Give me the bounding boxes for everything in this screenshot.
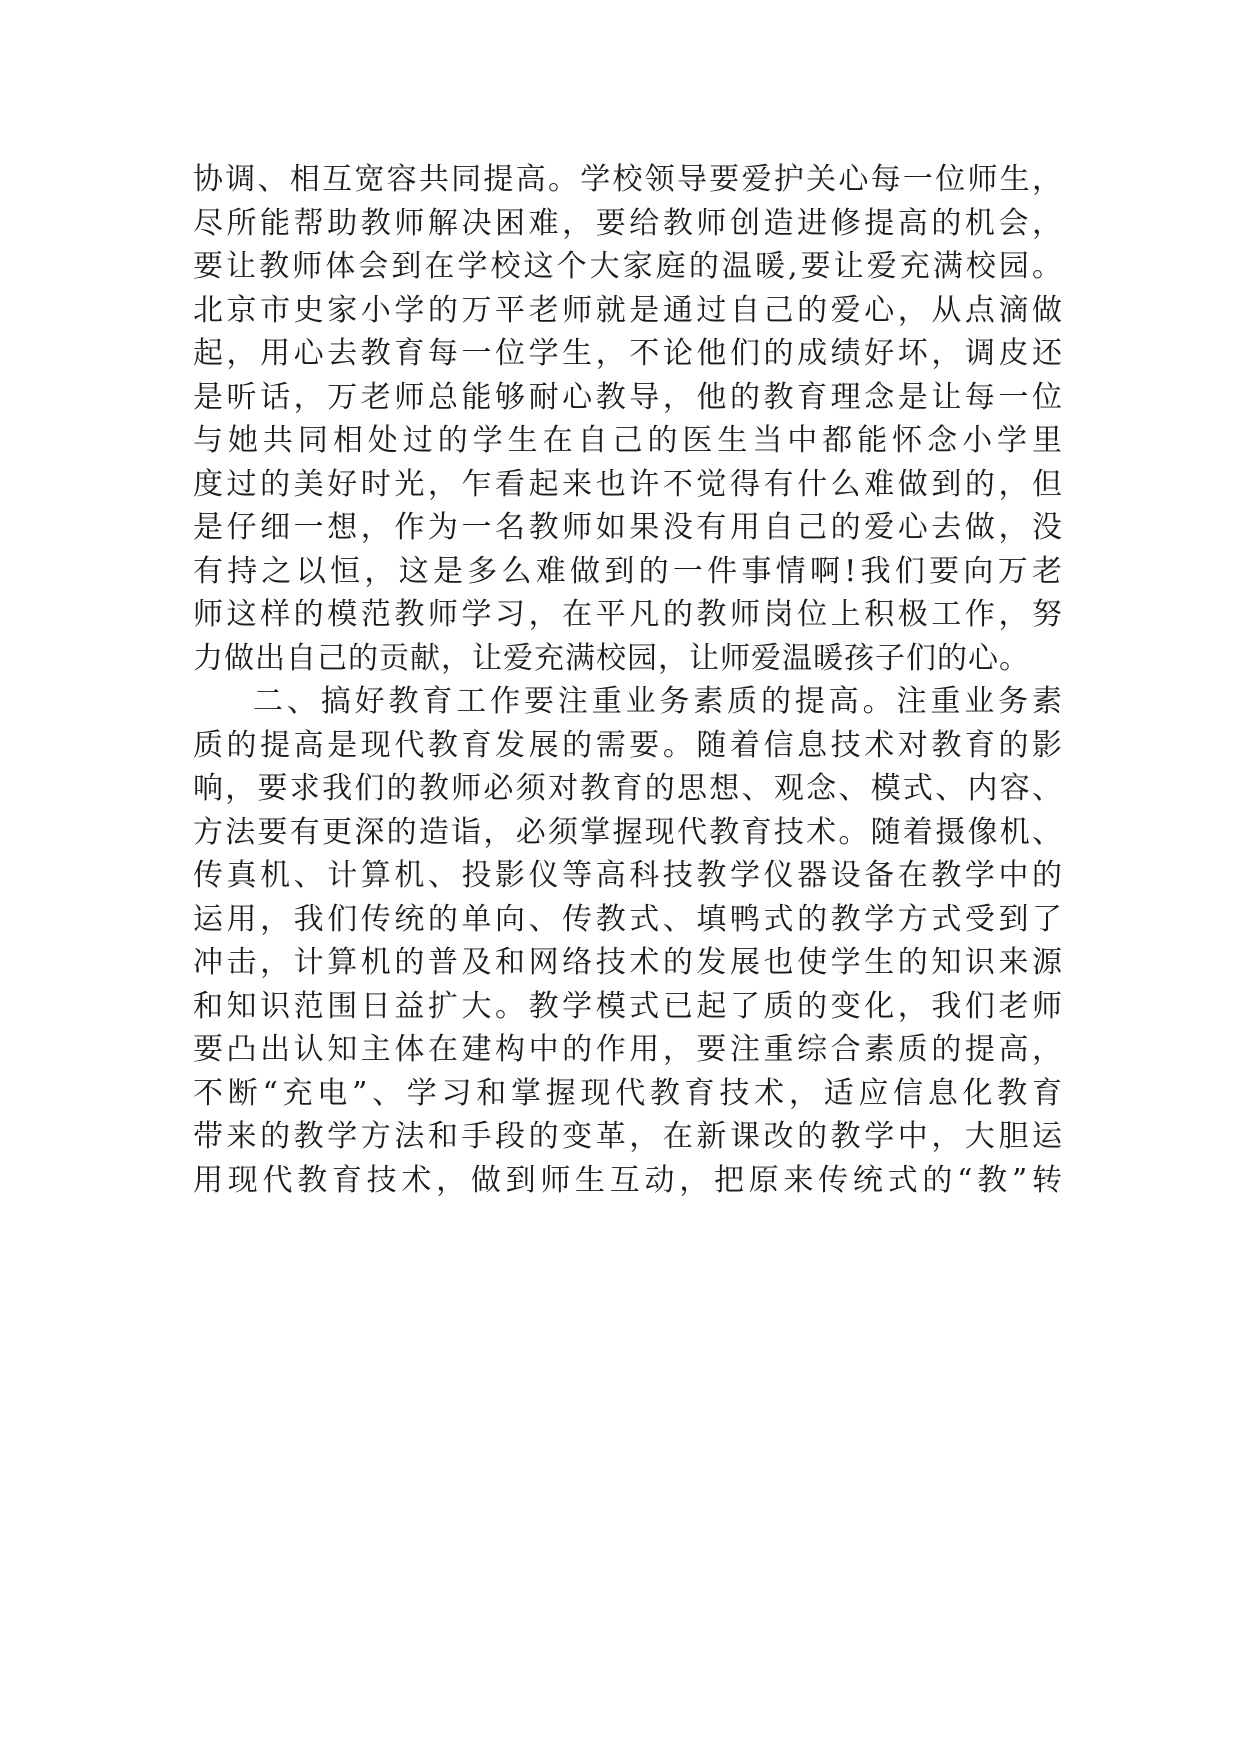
section-heading-line: 二、搞好教育工作要注重业务素质的提高。注重业务素	[253, 684, 1063, 719]
text-line: 协调、相互宽容共同提高。学校领导要爱护关心每一位师生，	[193, 162, 1063, 197]
text-line: 不断“充电”、学习和掌握现代教育技术，适应信息化教育	[193, 1075, 1063, 1111]
text-line: 要让教师体会到在学校这个大家庭的温暖,要让爱充满校园。	[193, 249, 1063, 284]
text-line: 力做出自己的贡献，让爱充满校园，让师爱温暖孩子们的心。	[193, 640, 1030, 676]
text-line: 度过的美好时光，乍看起来也许不觉得有什么难做到的，但	[193, 466, 1063, 502]
text-line: 传真机、计算机、投影仪等高科技教学仪器设备在教学中的	[193, 858, 1063, 893]
text-line: 带来的教学方法和手段的变革，在新课改的教学中，大胆运	[193, 1119, 1063, 1154]
text-line: 北京市史家小学的万平老师就是通过自己的爱心，从点滴做	[193, 292, 1063, 328]
text-line: 用现代教育技术，做到师生互动，把原来传统式的“教”转	[193, 1162, 1063, 1198]
text-line: 与她共同相处过的学生在自己的医生当中都能怀念小学里	[193, 423, 1063, 458]
text-line: 质的提高是现代教育发展的需要。随着信息技术对教育的影	[193, 727, 1063, 763]
text-line: 和知识范围日益扩大。教学模式已起了质的变化，我们老师	[193, 988, 1063, 1024]
text-line: 尽所能帮助教师解决困难，要给教师创造进修提高的机会，	[193, 205, 1063, 241]
text-line: 师这样的模范教师学习，在平凡的教师岗位上积极工作，努	[193, 597, 1063, 632]
body-text	[193, 158, 1063, 1202]
text-line: 冲击，计算机的普及和网络技术的发展也使学生的知识来源	[193, 945, 1063, 980]
text-line: 有持之以恒，这是多么难做到的一件事情啊!我们要向万老	[193, 553, 1063, 589]
text-line: 运用，我们传统的单向、传教式、填鸭式的教学方式受到了	[193, 901, 1063, 937]
text-line: 要凸出认知主体在建构中的作用，要注重综合素质的提高，	[193, 1032, 1063, 1067]
text-line: 起，用心去教育每一位学生，不论他们的成绩好坏，调皮还	[193, 336, 1063, 371]
text-line: 是仔细一想，作为一名教师如果没有用自己的爱心去做，没	[193, 510, 1063, 545]
text-line: 响，要求我们的教师必须对教育的思想、观念、模式、内容、	[193, 771, 1063, 806]
text-line: 是听话，万老师总能够耐心教导，他的教育理念是让每一位	[193, 379, 1063, 415]
text-line: 方法要有更深的造诣，必须掌握现代教育技术。随着摄像机、	[193, 814, 1063, 850]
